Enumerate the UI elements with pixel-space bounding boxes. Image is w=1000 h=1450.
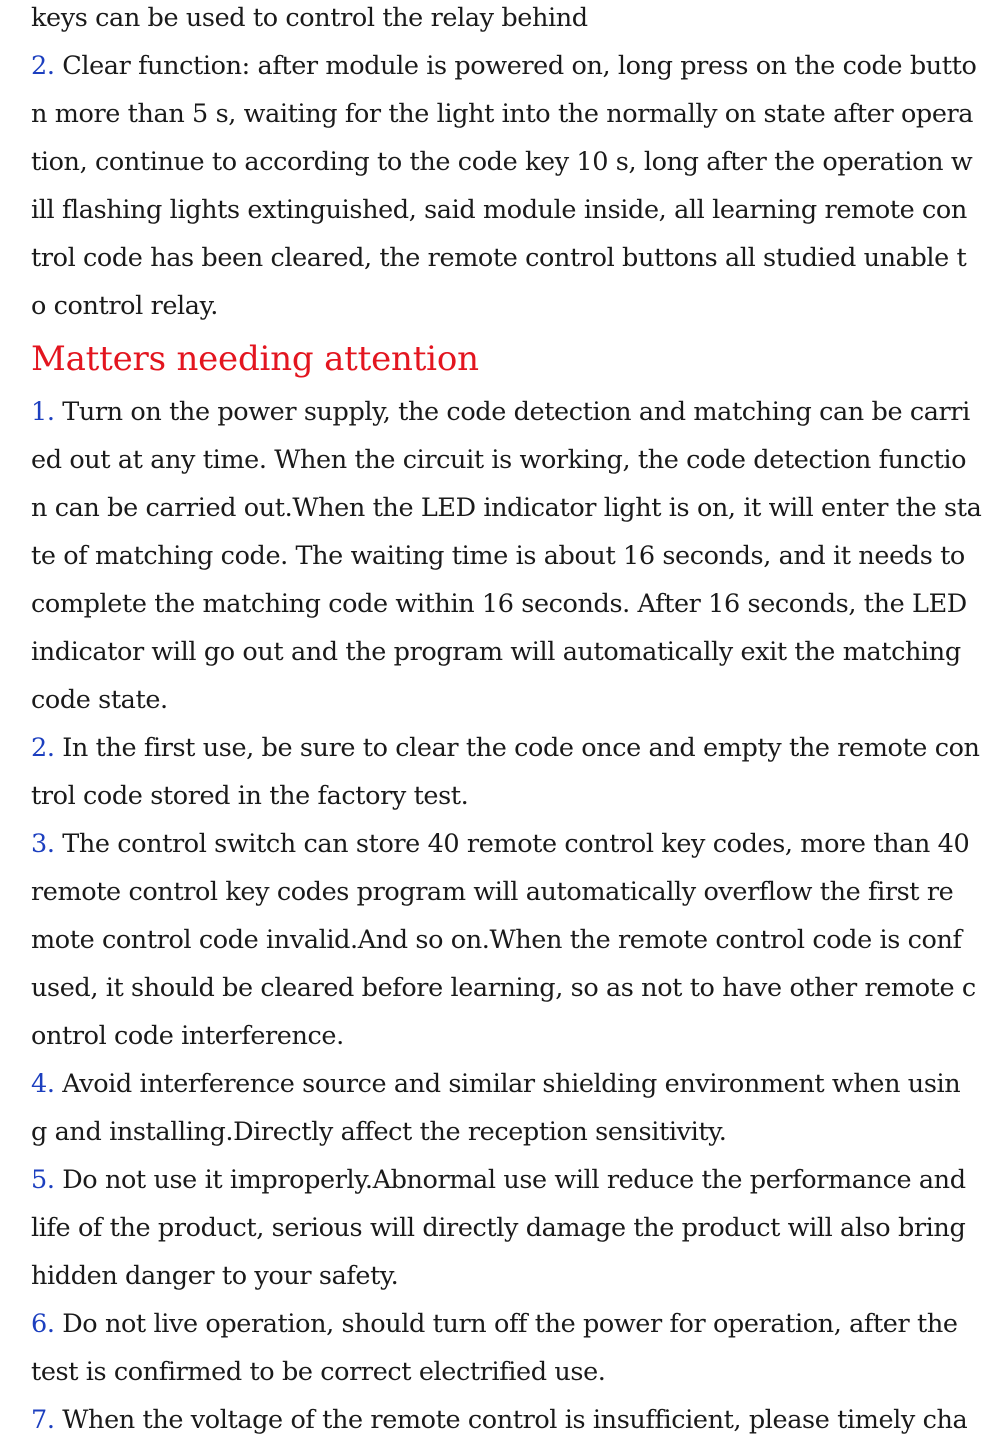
text-line bbox=[31, 282, 996, 330]
text-line bbox=[31, 234, 996, 282]
line-text: Do not live operation, should turn off the power for operation, after the bbox=[54, 1309, 958, 1339]
text-line bbox=[31, 580, 996, 628]
line-text: g and installing.Directly affect the reception sensitivity. bbox=[31, 1117, 727, 1147]
line-text: hidden danger to your safety. bbox=[31, 1261, 399, 1291]
line-text: te of matching code. The waiting time is about 16 seconds, and it needs to bbox=[31, 541, 965, 571]
line-text: test is confirmed to be correct electrified use. bbox=[31, 1357, 606, 1387]
line-text: In the first use, be sure to clear the code once and empty the remote con bbox=[54, 733, 980, 763]
text-line bbox=[31, 484, 996, 532]
text-line bbox=[31, 820, 996, 868]
item-number: 5. bbox=[31, 1165, 55, 1195]
text-line bbox=[31, 1348, 996, 1396]
text-line bbox=[31, 532, 996, 580]
text-line bbox=[31, 724, 996, 772]
item-number: 4. bbox=[31, 1069, 55, 1099]
line-text: indicator will go out and the program will automatically exit the matching bbox=[31, 637, 961, 667]
item-number: 2. bbox=[31, 733, 55, 763]
text-line bbox=[31, 868, 996, 916]
line-text: life of the product, serious will directly damage the product will also bring bbox=[31, 1213, 966, 1243]
text-line bbox=[31, 1300, 996, 1348]
text-line bbox=[31, 138, 996, 186]
line-text: o control relay. bbox=[31, 291, 218, 321]
line-text: When the voltage of the remote control is insufficient, please timely cha bbox=[54, 1405, 968, 1435]
line-text: ill flashing lights extinguished, said module inside, all learning remote con bbox=[31, 195, 967, 225]
line-text: remote control key codes program will automatically overflow the first re bbox=[31, 877, 954, 907]
text-line bbox=[31, 964, 996, 1012]
line-text: ontrol code interference. bbox=[31, 1021, 344, 1051]
text-line bbox=[31, 916, 996, 964]
line-text: code state. bbox=[31, 685, 168, 715]
text-line bbox=[31, 676, 996, 724]
line-text: complete the matching code within 16 seconds. After 16 seconds, the LED bbox=[31, 589, 967, 619]
text-line bbox=[31, 1060, 996, 1108]
line-text: Clear function: after module is powered on, long press on the code butto bbox=[54, 51, 977, 81]
line-text: Turn on the power supply, the code detection and matching can be carri bbox=[54, 397, 970, 427]
text-line bbox=[31, 0, 996, 42]
line-text: used, it should be cleared before learning, so as not to have other remote c bbox=[31, 973, 976, 1003]
line-text: Avoid interference source and similar shielding environment when usin bbox=[54, 1069, 961, 1099]
line-text: tion, continue to according to the code key 10 s, long after the operation w bbox=[31, 147, 973, 177]
line-text: The control switch can store 40 remote control key codes, more than 40 bbox=[54, 829, 970, 859]
text-line bbox=[31, 1204, 996, 1252]
text-line bbox=[31, 1252, 996, 1300]
line-text: n more than 5 s, waiting for the light into the normally on state after opera bbox=[31, 99, 974, 129]
text-line bbox=[31, 186, 996, 234]
item-number: 2. bbox=[31, 51, 55, 81]
item-number: 3. bbox=[31, 829, 55, 859]
text-line bbox=[31, 90, 996, 138]
section-heading: Matters needing attention bbox=[31, 339, 479, 379]
text-line bbox=[31, 1108, 996, 1156]
line-text: mote control code invalid.And so on.When the remote control code is conf bbox=[31, 925, 962, 955]
text-line bbox=[31, 1156, 996, 1204]
text-line bbox=[31, 1396, 996, 1444]
line-text: trol code stored in the factory test. bbox=[31, 781, 469, 811]
line-text: Do not use it improperly.Abnormal use will reduce the performance and bbox=[54, 1165, 966, 1195]
line-text: ed out at any time. When the circuit is working, the code detection functio bbox=[31, 445, 967, 475]
item-number: 7. bbox=[31, 1405, 55, 1435]
item-number: 6. bbox=[31, 1309, 55, 1339]
line-text: n can be carried out.When the LED indicator light is on, it will enter the sta bbox=[31, 493, 982, 523]
line-text: trol code has been cleared, the remote control buttons all studied unable t bbox=[31, 243, 967, 273]
text-line bbox=[31, 388, 996, 436]
item-number: 1. bbox=[31, 397, 55, 427]
text-line bbox=[31, 42, 996, 90]
line-text: keys can be used to control the relay behind bbox=[31, 3, 588, 33]
text-line bbox=[31, 628, 996, 676]
text-line bbox=[31, 436, 996, 484]
text-line bbox=[31, 772, 996, 820]
text-line bbox=[31, 1012, 996, 1060]
